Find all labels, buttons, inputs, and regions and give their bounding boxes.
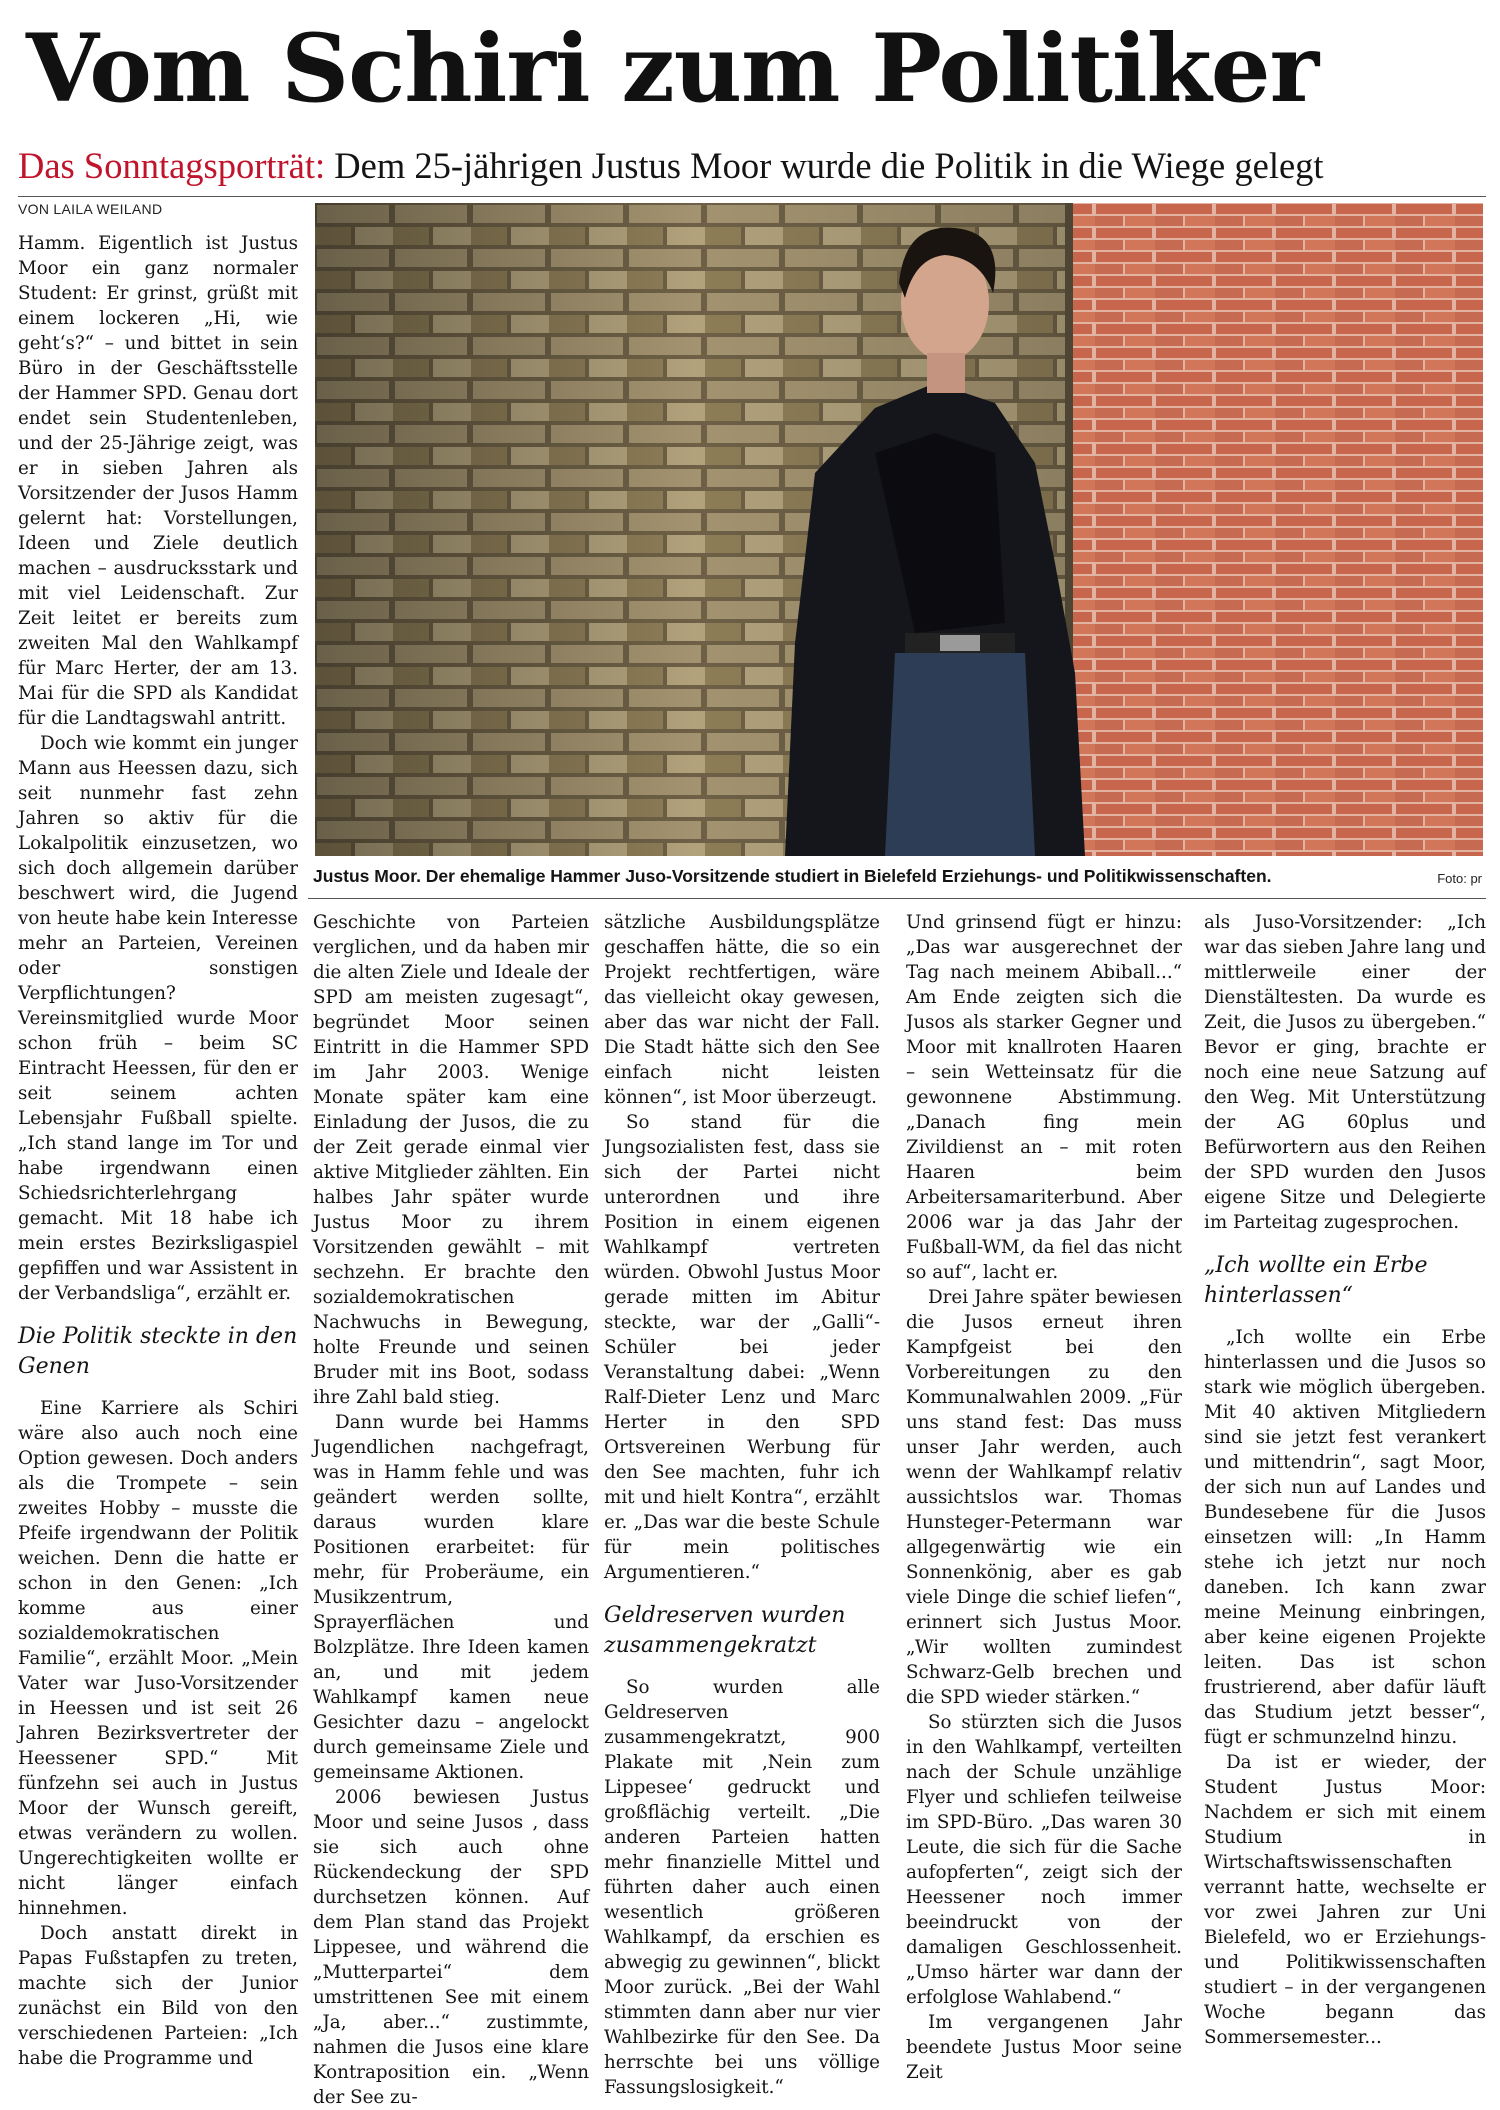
paragraph: So stürzten sich die Jusos in den Wahlkampf, verteilten nach der Schule unzählige Flyer und schliefen teilweise im SPD-Büro. „Das waren 30 Leute, die sich für die Sache aufopferten“, zeigt sich der Heessener noch immer beeindruckt von der damaligen Geschlossenheit. „Umso härter war dann der erfolglose Wahlabend.“ [906, 1712, 1182, 2008]
subheadline-text: Dem 25-jährigen Justus Moor wurde die Politik in die Wiege gelegt [325, 145, 1324, 186]
paragraph: So stand für die Jungsozialisten fest, dass sie sich der Partei nicht unterordnen und ihre Position in einem eigenen Wahlkampf vertreten würden. Obwohl Justus Moor gerade mitten im Abitur steckte, war der „Galli“-Schüler bei jeder Veranstaltung dabei: „Wenn Ralf-Dieter Lenz und Marc Herter in den SPD Ortsvereinen Werbung für den See machten, fuhr ich mit und hielt Kontra“, erzählt er. „Das war die beste Schule für mein politisches Argumentieren.“ [604, 1112, 880, 1583]
subheading: Die Politik steckte in den Genen [18, 1324, 298, 1379]
article-column-3 [604, 910, 880, 2098]
subheading: „Ich wollte ein Erbe hinterlassen“ [1204, 1253, 1428, 1308]
paragraph: Da ist er wieder, der Student Justus Moor: Nachdem er sich mit einem Studium in Wirtschaftswissenschaften verrannt hatte, wechselte er vor zwei Jahren zur Uni Bielefeld, wo er Erziehungs- und Politikwissenschaften studiert – in der vergangenen Woche begann das Sommersemester... [1204, 1752, 1486, 2048]
article-column-1 [18, 231, 298, 2069]
paragraph: Und grinsend fügt er hinzu: „Das war ausgerechnet der Tag nach meinem Abiball...“ Am Ende zeigten sich die Jusos als starker Gegner und Moor mit knallroten Haaren – sein Wetteinsatz für die gewonnene Abstimmung. „Danach fing mein Zivildienst an – mit roten Haaren beim Arbeitersamariterbund. Aber 2006 war ja das Jahr der Fußball-WM, da fiel das nicht so auf“, lacht er. [906, 912, 1182, 1283]
top-divider [18, 196, 1486, 197]
paragraph: „Ich wollte ein Erbe hinterlassen und die Jusos so stark wie möglich übergeben. Mit 40 aktiven Mitgliedern sind sie jetzt fest verankert und mittendrin“, sagt Moor, der sich nun auf Landes und Bundesebene für die Jusos einsetzen will: „In Hamm stehe ich jetzt nur noch daneben. Ich kann zwar meine Meinung einbringen, aber keine eigenen Projekte leiten. Das ist schon frustrierend, aber dafür läuft das Studium jetzt besser“, fügt er schmunzelnd hinzu. [1204, 1327, 1486, 1748]
subheadline-kicker: Das Sonntagsporträt: [18, 145, 326, 186]
portrait-photo [315, 203, 1483, 856]
paragraph: Hamm. Eigentlich ist Justus Moor ein ganz normaler Student: Er grinst, grüßt mit einem lockeren „Hi, wie geht‘s?“ – und bittet in sein Büro in der Geschäftsstelle der Hammer SPD. Genau dort endet sein Studentenleben, und der 25-Jährige zeigt, was er in sieben Jahren als Vorsitzender der Jusos Hamm gelernt hat: Vorstellungen, Ideen und Ziele deutlich machen – ausdrucksstark und mit viel Leidenschaft. Zur Zeit leitet er bereits zum zweiten Mal den Wahlkampf für Marc Herter, der am 13. Mai für die SPD als Kandidat für die Landtagswahl antritt. [18, 233, 298, 729]
paragraph: So wurden alle Geldreserven zusammengekratzt, 900 Plakate mit ‚Nein zum Lippesee‘ gedruckt und großflächig verteilt. „Die anderen Parteien hatten mehr finanzielle Mittel und führten daher auch einen wesentlich größeren Wahlkampf, da erschien es abwegig zu gewinnen“, blickt Moor zurück. „Bei der Wahl stimmten dann aber nur vier Wahlbezirke für den See. Da herrschte bei uns völlige Fassungslosigkeit.“ [604, 1677, 880, 2098]
byline: VON LAILA WEILAND [18, 201, 163, 217]
paragraph: Drei Jahre später bewiesen die Jusos erneut ihren Kampfgeist bei den Vorbereitungen zu den Kommunalwahlen 2009. „Für uns stand fest: Das muss unser Jahr werden, auch wenn der Wahlkampf relativ aussichtslos war. Thomas Hunsteger-Petermann war allgegenwärtig wie ein Sonnenkönig, aber es gab viele Dinge die schief liefen“, erinnert sich Justus Moor. „Wir wollten zumindest Schwarz-Gelb brechen und die SPD wieder stärken.“ [906, 1287, 1182, 1708]
article-column-2 [313, 910, 590, 2108]
paragraph: Im vergangenen Jahr beendete Justus Moor seine Zeit [906, 2012, 1182, 2083]
caption-divider [308, 898, 1486, 899]
headline: Vom Schiri zum Politiker [26, 14, 1319, 124]
paragraph: Geschichte von Parteien verglichen, und da haben mir die alten Ziele und Ideale der SPD am meisten zugesagt“, begründet Moor seinen Eintritt in die Hammer SPD im Jahr 2003. Wenige Monate später kam eine Einladung der Jusos, die zu der Zeit gerade einmal vier aktive Mitglieder zählten. Ein halbes Jahr später wurde Justus Moor zu ihrem Vorsitzenden gewählt – mit sechzehn. Er brachte den sozialdemokratischen Nachwuchs in Bewegung, holte Freunde und seinen Bruder mit ins Boot, sodass ihre Zahl bald stieg. [313, 912, 590, 1408]
paragraph: 2006 bewiesen Justus Moor und seine Jusos , dass sie sich auch ohne Rückendeckung der SPD durchsetzen können. Auf dem Plan stand das Projekt Lippesee, und während die „Mutterpartei“ dem umstrittenen See mit einem „Ja, aber...“ zustimmte, nahmen die Jusos eine klare Kontraposition ein. „Wenn der See zu- [313, 1787, 589, 2108]
paragraph: Doch wie kommt ein junger Mann aus Heessen dazu, sich seit nunmehr fast zehn Jahren so aktiv für die Lokalpolitik einzusetzen, wo sich doch allgemein darüber beschwert wird, die Jugend von heute habe kein Interesse mehr an Parteien, Vereinen oder sonstigen Verpflichtungen? Vereinsmitglied wurde Moor schon früh – beim SC Eintracht Heessen, für den er seit seinem achten Lebensjahr Fußball spielte. „Ich stand lange im Tor und habe irgendwann einen Schiedsrichterlehrgang gemacht. Mit 18 habe ich mein erstes Bezirksligaspiel gepfiffen und war Assistent in der Verbandsliga“, erzählt er. [18, 733, 298, 1304]
paragraph: als Juso-Vorsitzender: „Ich war das sieben Jahre lang und mittlerweile einer der Dienstältesten. Da wurde es Zeit, die Jusos zu übergeben.“ Bevor er ging, brachte er noch eine neue Satzung auf den Weg. Mit Unterstützung der AG 60plus und Befürwortern aus den Reihen der SPD wurden den Jusos eigene Sitze und Delegierte im Parteitag zugesprochen. [1204, 912, 1486, 1233]
subheading: Geldreserven wurden zusammengekratzt [604, 1603, 846, 1658]
paragraph: Eine Karriere als Schiri wäre also auch noch eine Option gewesen. Doch anders als die Trompete – sein zweites Hobby – musste die Pfeife irgendwann der Politik weichen. Denn die hatte er schon in den Genen: „Ich komme aus einer sozialdemokratischen Familie“, erzählt Moor. „Mein Vater war Juso-Vorsitzender in Heessen und ist seit 26 Jahren Bezirksvertreter der Heessener SPD.“ Mit fünfzehn sei auch in Justus Moor der Wunsch gereift, etwas verändern zu wollen. Ungerechtigkeiten wollte er nicht länger einfach hinnehmen. [18, 1398, 298, 1919]
photo-illustration [315, 203, 1483, 856]
photo-credit: Foto: pr [1437, 871, 1482, 886]
article-column-5 [1204, 910, 1486, 2048]
subheadline [18, 142, 1488, 190]
article-column-4 [906, 910, 1182, 2083]
paragraph: Dann wurde bei Hamms Jugendlichen nachgefragt, was in Hamm fehle und was geändert werden sollte, daraus wurden klare Positionen erarbeitet: für mehr, für Proberäume, ein Musikzentrum, Sprayerflächen und Bolzplätze. Ihre Ideen kamen an, und mit jedem Wahlkampf kamen neue Gesichter dazu – angelockt durch gemeinsame Ziele und gemeinsame Aktionen. [313, 1412, 589, 1783]
paragraph: Doch anstatt direkt in Papas Fußstapfen zu treten, machte sich der Junior zunächst ein Bild von den verschiedenen Parteien: „Ich habe die Programme und [18, 1923, 298, 2069]
photo-caption: Justus Moor. Der ehemalige Hammer Juso-Vorsitzende studiert in Bielefeld Erziehungs- und Politikwissenschaften. [313, 866, 1272, 886]
paragraph: sätzliche Ausbildungsplätze geschaffen hätte, die so ein Projekt rechtfertigen, wäre das vielleicht okay gewesen, aber das war nicht der Fall. Die Stadt hätte sich den See einfach nicht leisten können“, ist Moor überzeugt. [604, 912, 880, 1108]
